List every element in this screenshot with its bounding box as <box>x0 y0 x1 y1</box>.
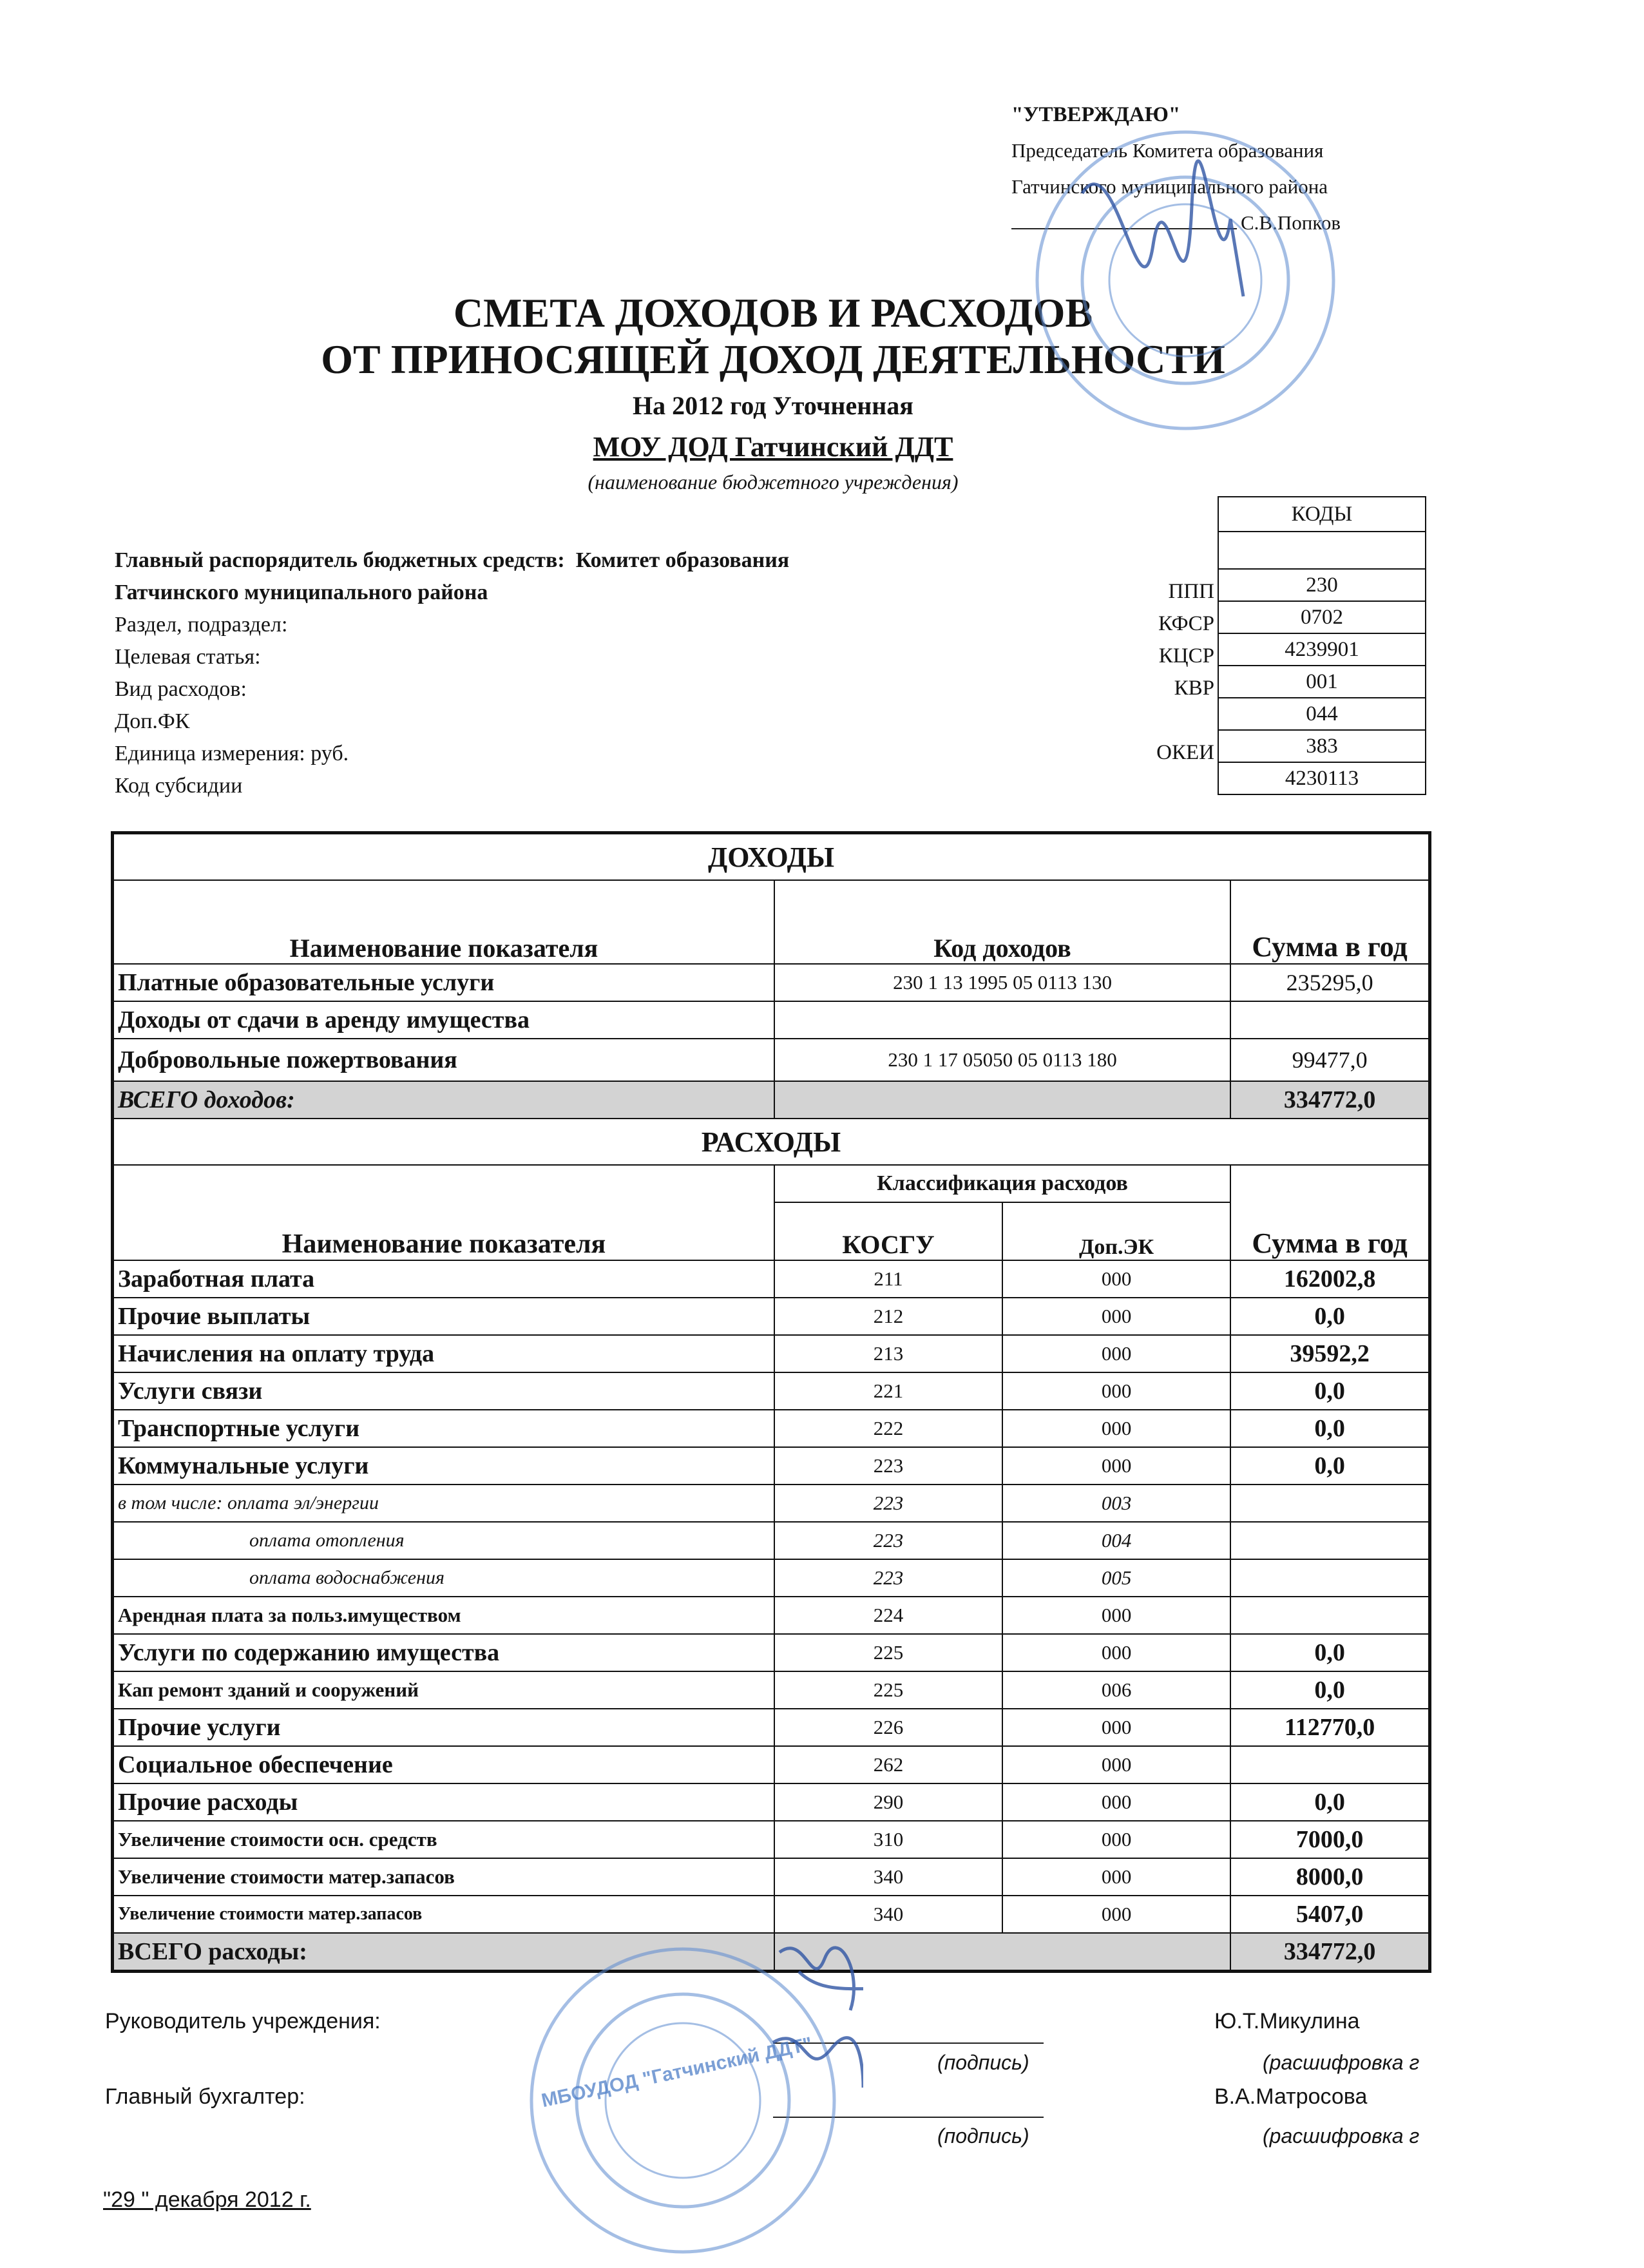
organization-caption: (наименование бюджетного учреждения) <box>588 470 959 494</box>
code-label <box>1095 704 1214 736</box>
expense-dop: 000 <box>1002 1783 1230 1821</box>
expense-kosgu: 340 <box>774 1896 1002 1933</box>
expense-name: Увеличение стоимости осн. средств <box>113 1821 774 1858</box>
meta-block <box>115 544 789 802</box>
head-signature-caption <box>937 2050 1029 2075</box>
table-row <box>113 1039 1430 1081</box>
expense-kosgu: 225 <box>774 1634 1002 1671</box>
expense-sum <box>1230 1522 1429 1559</box>
codes-blank-cell <box>1218 532 1426 569</box>
table-row <box>113 1001 1430 1039</box>
income-sum <box>1230 1001 1429 1039</box>
distributor-line <box>115 544 789 577</box>
income-sum: 99477,0 <box>1230 1039 1429 1081</box>
organization-stamp <box>502 1933 863 2268</box>
expense-sum <box>1230 1746 1429 1783</box>
expense-col-sum: Сумма в год <box>1230 1165 1429 1260</box>
expense-name: Прочие услуги <box>113 1709 774 1746</box>
table-row <box>113 1671 1430 1709</box>
expense-name: Услуги по содержанию имущества <box>113 1634 774 1671</box>
income-total-row <box>113 1081 1430 1119</box>
code-value: 0702 <box>1218 601 1426 633</box>
expense-col-dopek: Доп.ЭК <box>1002 1202 1230 1260</box>
expense-sum: 5407,0 <box>1230 1896 1429 1933</box>
expense-dop: 004 <box>1002 1522 1230 1559</box>
expense-kosgu: 223 <box>774 1522 1002 1559</box>
income-name: Добровольные пожертвования <box>113 1039 774 1081</box>
expense-sum: 39592,2 <box>1230 1335 1429 1372</box>
expense-total-label: ВСЕГО расходы: <box>113 1933 774 1972</box>
table-row <box>113 1634 1430 1671</box>
expense-kosgu: 223 <box>774 1485 1002 1522</box>
code-label: ППП <box>1168 580 1214 603</box>
table-row <box>113 1298 1430 1335</box>
head-name-caption <box>1263 2050 1419 2075</box>
accountant-name: В.А.Матросова <box>1214 2084 1368 2109</box>
table-row <box>113 1260 1430 1298</box>
expense-col-class: Классификация расходов <box>774 1165 1230 1202</box>
expense-kosgu: 212 <box>774 1298 1002 1335</box>
income-total-blank <box>774 1081 1230 1119</box>
table-row <box>113 1335 1430 1372</box>
head-label: Руководитель учреждения: <box>105 2009 381 2033</box>
table-row <box>113 1896 1430 1933</box>
meta-extra-fk: Доп.ФК <box>115 709 190 733</box>
expense-name: Коммунальные услуги <box>113 1447 774 1485</box>
income-total-label: ВСЕГО доходов: <box>113 1081 774 1119</box>
expense-kosgu: 290 <box>774 1783 1002 1821</box>
approval-line-1: Председатель Комитета образования <box>1011 139 1324 162</box>
expense-sum <box>1230 1559 1429 1597</box>
approval-heading: "УТВЕРЖДАЮ" <box>1011 103 1181 126</box>
distributor-value-2: Гатчинского муниципального района <box>115 581 488 604</box>
expense-dop: 000 <box>1002 1298 1230 1335</box>
name-caption: (расшифровка г <box>1263 2124 1420 2148</box>
stamp-text: МБОУДОД "Гатчинский ДДТ" <box>539 2033 814 2112</box>
organization-name: МОУ ДОД Гатчинский ДДТ <box>593 431 953 463</box>
expense-kosgu: 226 <box>774 1709 1002 1746</box>
expense-name: Прочие расходы <box>113 1783 774 1821</box>
expense-sum: 162002,8 <box>1230 1260 1429 1298</box>
document-date: "29 " декабря 2012 г. <box>103 2187 311 2212</box>
expense-kosgu: 221 <box>774 1372 1002 1410</box>
table-row <box>113 1858 1430 1896</box>
meta-expense-type: Вид расходов: <box>115 677 247 701</box>
expense-kosgu: 340 <box>774 1858 1002 1896</box>
expense-name: Заработная плата <box>113 1260 774 1298</box>
income-code: 230 1 17 05050 05 0113 180 <box>774 1039 1230 1081</box>
expense-section-title: РАСХОДЫ <box>113 1119 1430 1165</box>
code-value: 044 <box>1218 698 1426 730</box>
expense-dop: 005 <box>1002 1559 1230 1597</box>
accountant-label: Главный бухгалтер: <box>105 2084 305 2109</box>
approval-signer: С.В.Попков <box>1241 211 1341 234</box>
codes-table <box>1218 496 1426 795</box>
name-caption: (расшифровка г <box>1263 2051 1420 2074</box>
income-code <box>774 1001 1230 1039</box>
expense-dop: 000 <box>1002 1746 1230 1783</box>
expense-name: Транспортные услуги <box>113 1410 774 1447</box>
expense-name: Увеличение стоимости матер.запасов <box>113 1896 774 1933</box>
income-section-title: ДОХОДЫ <box>113 833 1430 881</box>
expense-name: оплата отопления <box>113 1522 774 1559</box>
table-row <box>113 1410 1430 1447</box>
expense-sum: 0,0 <box>1230 1410 1429 1447</box>
table-row <box>113 1522 1430 1559</box>
expense-sum: 0,0 <box>1230 1447 1429 1485</box>
expense-dop: 000 <box>1002 1709 1230 1746</box>
meta-unit: Единица измерения: руб. <box>115 742 349 765</box>
expense-sum: 0,0 <box>1230 1372 1429 1410</box>
signature-caption: (подпись) <box>937 2051 1029 2074</box>
income-col-name: Наименование показателя <box>113 880 774 964</box>
expense-col-kosgu: КОСГУ <box>774 1202 1002 1260</box>
income-sum: 235295,0 <box>1230 964 1429 1001</box>
expense-dop: 000 <box>1002 1896 1230 1933</box>
expense-sum: 8000,0 <box>1230 1858 1429 1896</box>
code-value: 230 <box>1218 569 1426 601</box>
expense-kosgu: 213 <box>774 1335 1002 1372</box>
expense-kosgu: 262 <box>774 1746 1002 1783</box>
expense-kosgu: 225 <box>774 1671 1002 1709</box>
income-col-sum: Сумма в год <box>1230 880 1429 964</box>
expense-dop: 006 <box>1002 1671 1230 1709</box>
accountant-signature-caption <box>937 2124 1029 2149</box>
budget-table <box>111 831 1431 1973</box>
table-row <box>113 1783 1430 1821</box>
title-line-2: ОТ ПРИНОСЯЩЕЙ ДОХОД ДЕЯТЕЛЬНОСТИ <box>321 336 1225 382</box>
expense-sum: 0,0 <box>1230 1634 1429 1671</box>
expense-dop: 003 <box>1002 1485 1230 1522</box>
expense-dop: 000 <box>1002 1410 1230 1447</box>
code-label <box>1095 769 1214 801</box>
table-row <box>113 1709 1430 1746</box>
expense-kosgu: 223 <box>774 1559 1002 1597</box>
expense-sum: 0,0 <box>1230 1783 1429 1821</box>
expense-dop: 000 <box>1002 1858 1230 1896</box>
expense-sum: 112770,0 <box>1230 1709 1429 1746</box>
table-row <box>113 1821 1430 1858</box>
table-row <box>113 1485 1430 1522</box>
expense-sum <box>1230 1597 1429 1634</box>
table-row <box>113 1597 1430 1634</box>
expense-name: Увеличение стоимости матер.запасов <box>113 1858 774 1896</box>
expense-col-name: Наименование показателя <box>113 1165 774 1260</box>
code-value: 383 <box>1218 730 1426 762</box>
expense-dop: 000 <box>1002 1447 1230 1485</box>
code-label: ОКЕИ <box>1156 741 1214 764</box>
title-line-3: На 2012 год Уточненная <box>633 391 913 420</box>
expense-dop: 000 <box>1002 1372 1230 1410</box>
meta-target: Целевая статья: <box>115 645 261 669</box>
expense-name: в том числе: оплата эл/энергии <box>113 1485 774 1522</box>
expense-dop: 000 <box>1002 1597 1230 1634</box>
code-label: КФСР <box>1158 612 1214 635</box>
expense-name: Кап ремонт зданий и сооружений <box>113 1671 774 1709</box>
expense-kosgu: 223 <box>774 1447 1002 1485</box>
table-row <box>113 964 1430 1001</box>
accountant-name-caption <box>1263 2124 1419 2149</box>
income-total-sum: 334772,0 <box>1230 1081 1429 1119</box>
distributor-label: Главный распорядитель бюджетных средств: <box>115 548 565 572</box>
distributor-value: Комитет образования <box>575 548 790 572</box>
expense-sum: 7000,0 <box>1230 1821 1429 1858</box>
expense-kosgu: 211 <box>774 1260 1002 1298</box>
income-code: 230 1 13 1995 05 0113 130 <box>774 964 1230 1001</box>
code-label: КЦСР <box>1158 644 1214 668</box>
meta-subsidy: Код субсидии <box>115 774 243 798</box>
table-row <box>113 1372 1430 1410</box>
title-line-1: СМЕТА ДОХОДОВ И РАСХОДОВ <box>453 290 1093 336</box>
expense-name: Арендная плата за польз.имуществом <box>113 1597 774 1634</box>
code-value: 4230113 <box>1218 762 1426 794</box>
expense-dop: 000 <box>1002 1821 1230 1858</box>
signature-caption: (подпись) <box>937 2124 1029 2148</box>
income-name: Доходы от сдачи в аренду имущества <box>113 1001 774 1039</box>
income-name: Платные образовательные услуги <box>113 964 774 1001</box>
code-value: 001 <box>1218 666 1426 698</box>
expense-name: оплата водоснабжения <box>113 1559 774 1597</box>
code-label: КВР <box>1174 677 1214 700</box>
income-col-code: Код доходов <box>774 880 1230 964</box>
code-labels <box>1095 575 1214 801</box>
expense-kosgu: 310 <box>774 1821 1002 1858</box>
expense-name: Услуги связи <box>113 1372 774 1410</box>
expense-kosgu: 222 <box>774 1410 1002 1447</box>
expense-sum <box>1230 1485 1429 1522</box>
table-row <box>113 1447 1430 1485</box>
expense-dop: 000 <box>1002 1260 1230 1298</box>
approval-stamp <box>992 116 1353 451</box>
table-row <box>113 1559 1430 1597</box>
code-value: 4239901 <box>1218 633 1426 666</box>
head-name: Ю.Т.Микулина <box>1214 2009 1360 2033</box>
expense-dop: 000 <box>1002 1634 1230 1671</box>
expense-sum: 0,0 <box>1230 1671 1429 1709</box>
codes-header: КОДЫ <box>1218 497 1426 532</box>
expense-dop: 000 <box>1002 1335 1230 1372</box>
expense-kosgu: 224 <box>774 1597 1002 1634</box>
expense-total-sum: 334772,0 <box>1230 1933 1429 1972</box>
table-row <box>113 1746 1430 1783</box>
expense-name: Социальное обеспечение <box>113 1746 774 1783</box>
approval-line-2: Гатчинского муниципального района <box>1011 175 1328 198</box>
expense-name: Прочие выплаты <box>113 1298 774 1335</box>
expense-sum: 0,0 <box>1230 1298 1429 1335</box>
expense-name: Начисления на оплату труда <box>113 1335 774 1372</box>
meta-section: Раздел, подраздел: <box>115 613 288 637</box>
